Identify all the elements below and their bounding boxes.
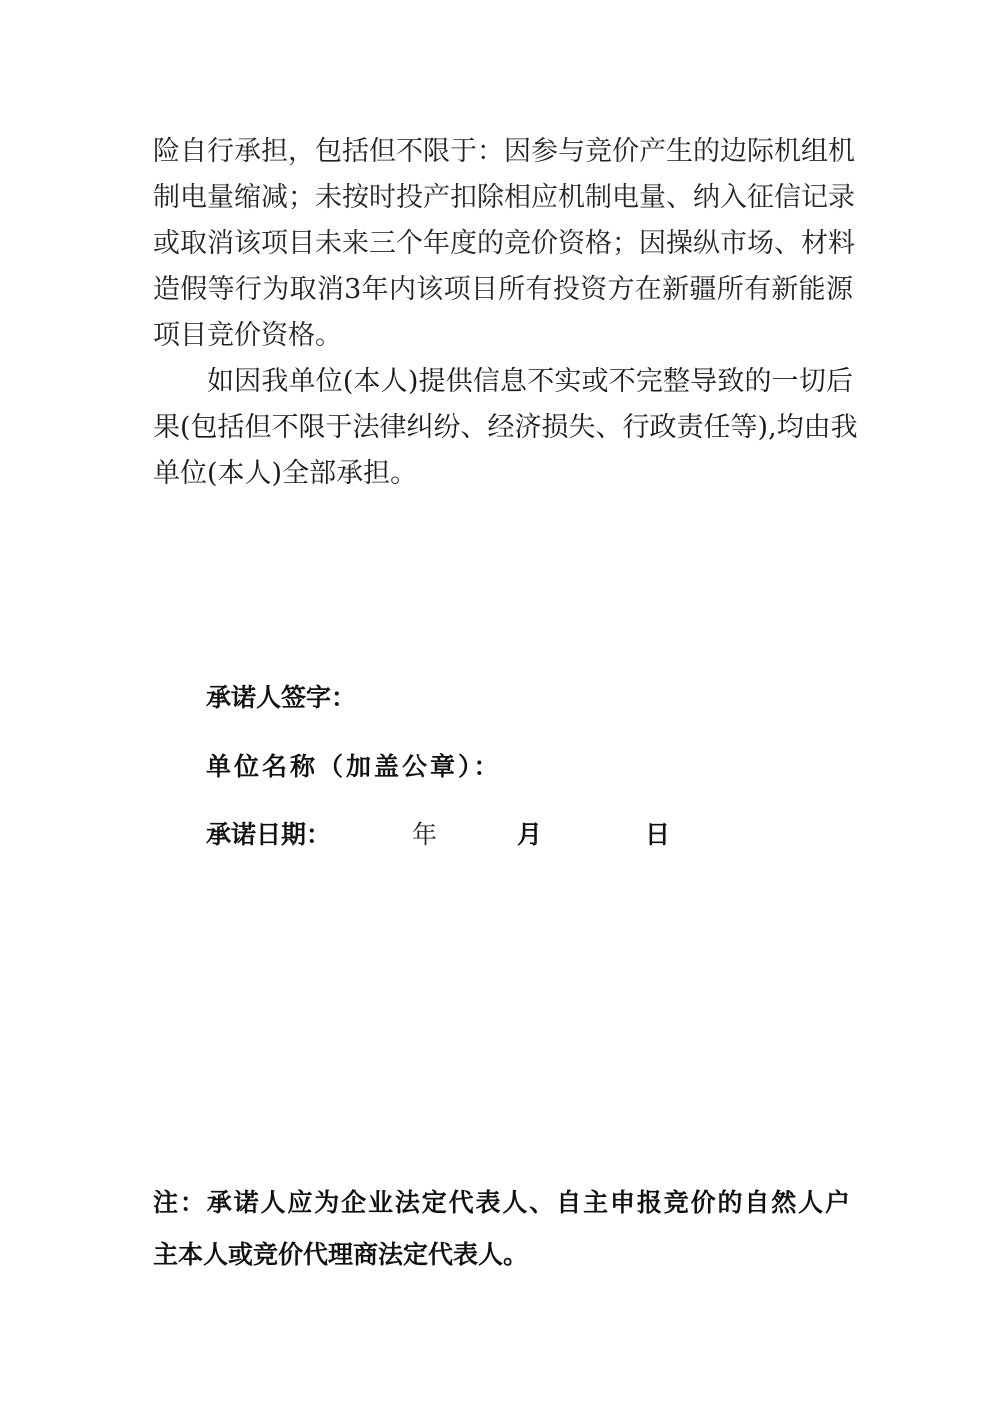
paragraph-line: 单位(本人)全部承担。 [153, 458, 418, 489]
paragraph-line: 制电量缩减；未按时投产扣除相应机制电量、纳入征信记录 [153, 182, 855, 213]
note-line: 主本人或竞价代理商法定代表人。 [153, 1240, 529, 1269]
paragraph-line: 项目竞价资格。 [153, 320, 342, 351]
signer-label: 承诺人签字： [206, 683, 357, 712]
unit-name-label: 单位名称（加盖公章）： [206, 752, 502, 781]
paragraph-line: 如因我单位(本人)提供信息不实或不完整导致的一切后 [207, 366, 853, 397]
commitment-date-label: 承诺日期： [206, 820, 332, 849]
paragraph-line: 或取消该项目未来三个年度的竞价资格；因操纵市场、材料 [153, 228, 855, 259]
date-year-label: 年 [412, 820, 438, 849]
paragraph-line: 果(包括但不限于法律纠纷、经济损失、行政责任等),均由我 [153, 412, 858, 443]
date-day-label: 日 [645, 820, 671, 849]
paragraph-line: 险自行承担，包括但不限于：因参与竞价产生的边际机组机 [153, 136, 855, 167]
note-line: 注：承诺人应为企业法定代表人、自主申报竞价的自然人户 [153, 1188, 850, 1217]
date-month-label: 月 [517, 820, 543, 849]
paragraph-line: 造假等行为取消3年内该项目所有投资方在新疆所有新能源 [153, 274, 853, 305]
